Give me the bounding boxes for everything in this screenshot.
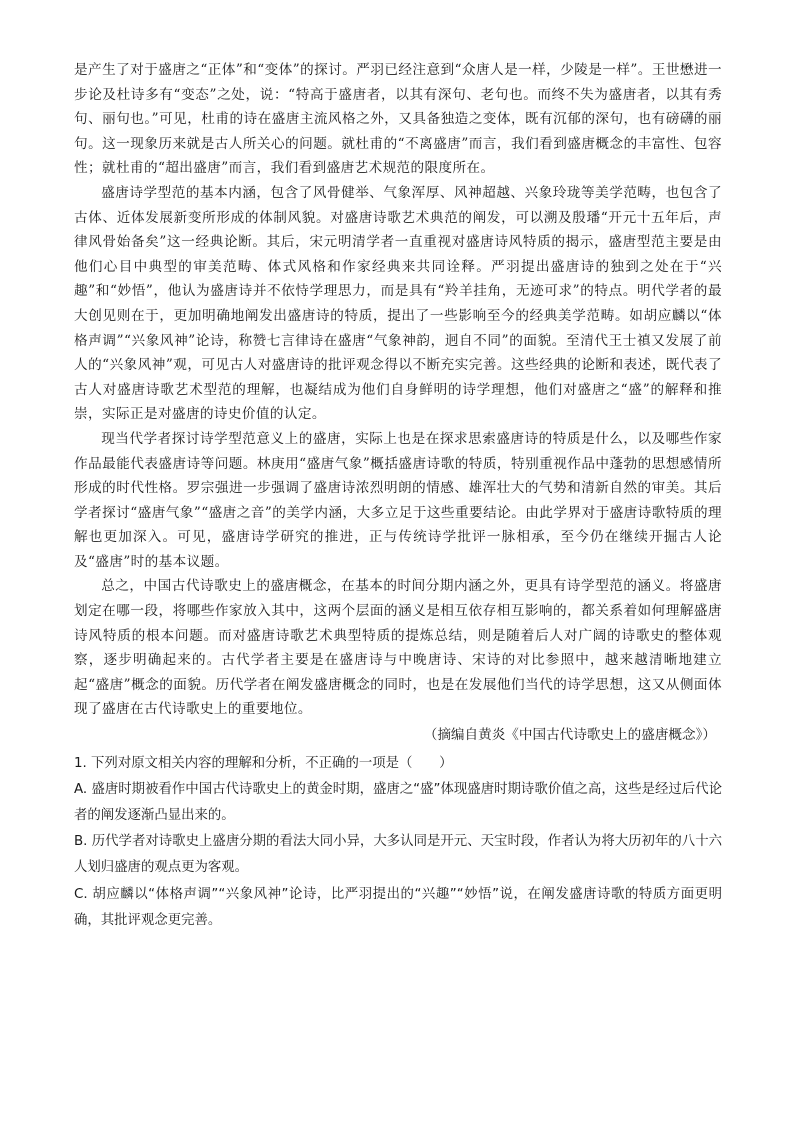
article-body — [74, 58, 722, 722]
article-paragraph: 总之，中国古代诗歌史上的盛唐概念，在基本的时间分期内涵之外，更具有诗学型范的涵义。将盛唐划定在哪一段，将哪些作家放入其中，这两个层面的涵义是相互依存相互影响的，都关系着如何理解盛唐诗风特质的根本问题。而对盛唐诗歌艺术典型特质的提炼总结，则是随着后人对广阔的诗歌史的整体观察，逐步明确起来的。古代学者主要是在盛唐诗与中晚唐诗、宋诗的对比参照中，越来越清晰地建立起“盛唐”概念的面貌。历代学者在阐发盛唐概念的同时，也是在发展他们当代的诗学思想，这又从侧面体现了盛唐在古代诗歌史上的重要地位。 — [74, 578, 722, 718]
document-page — [74, 58, 722, 934]
question-option-c: C. 胡应麟以“体格声调”“兴象风神”论诗，比严羽提出的“兴趣”“妙悟”说，在阐发盛唐诗歌的特质方面更明确，其批评观念更完善。 — [74, 886, 722, 928]
question-option-b: B. 历代学者对诗歌史上盛唐分期的看法大同小异，大多认同是开元、天宝时段，作者认为将大历初年的八十六人划归盛唐的观点更为客观。 — [74, 834, 722, 876]
article-paragraph: 是产生了对于盛唐之“正体”和“变体”的探讨。严羽已经注意到“众唐人是一样，少陵是一样”。王世懋进一步论及杜诗多有“变态”之处，说：“特高于盛唐者，以其有深句、老句也。而终不失为盛唐者，以其有秀句、丽句也。”可见，杜甫的诗在盛唐主流风格之外，又具备独造之变体，既有沉郁的深句，也有磅礴的丽句。这一现象历来就是古人所关心的问题。就杜甫的“不离盛唐”而言，我们看到盛唐概念的丰富性、包容性；就杜甫的“超出盛唐”而言，我们看到盛唐艺术规范的限度所在。 — [74, 62, 722, 177]
article-paragraph: 现当代学者探讨诗学型范意义上的盛唐，实际上也是在探求思索盛唐诗的特质是什么，以及哪些作家作品最能代表盛唐诗等问题。林庚用“盛唐气象”概括盛唐诗歌的特质，特别重视作品中蓬勃的思想感情所形成的时代性格。罗宗强进一步强调了盛唐诗浓烈明朗的情感、雄浑壮大的气势和清新自然的审美。其后学者探讨“盛唐气象”“盛唐之音”的美学内涵，大多立足于这些重要结论。由此学界对于盛唐诗歌特质的理解也更加深入。可见，盛唐诗学研究的推进，正与传统诗学批评一脉相承，至今仍在继续开掘古人论及“盛唐”时的基本议题。 — [74, 430, 722, 570]
question-stem: 1. 下列对原文相关内容的理解和分析，不正确的一项是（ ） — [74, 755, 453, 771]
article-source: （摘编自黄炎《中国古代诗歌史上的盛唐概念》） — [423, 727, 716, 744]
article-paragraph: 盛唐诗学型范的基本内涵，包含了风骨健举、气象浑厚、风神超越、兴象玲珑等美学范畴，也包含了古体、近体发展新变所形成的体制风貌。对盛唐诗歌艺术典范的阐发，可以溯及殷璠“开元十五年后，声律风骨始备矣”这一经典论断。其后，宋元明清学者一直重视对盛唐诗风特质的揭示，盛唐型范主要是由他们心目中典型的审美范畴、体式风格和作家经典来共同诠释。严羽提出盛唐诗的独到之处在于“兴趣”和“妙悟”，他认为盛唐诗并不依恃学理思力，而是具有“羚羊挂角，无迹可求”的特点。明代学者的最大创见则在于，更加明确地阐发出盛唐诗的特质，提出了一些影响至今的经典美学范畴。如胡应麟以“体格声调”“兴象风神”论诗，称赞七言律诗在盛唐“气象神韵，迥自不同”的面貌。至清代王士禛又发展了前人的“兴象风神”观，可见古人对盛唐诗的批评观念得以不断充实完善。这些经典的论断和表述，既代表了古人对盛唐诗歌艺术型范的理解，也凝结成为他们自身鲜明的诗学理想，他们对盛唐之“盛”的解释和推崇，实际正是对盛唐的诗史价值的认定。 — [74, 184, 722, 423]
question-option-a: A. 盛唐时期被看作中国古代诗歌史上的黄金时期，盛唐之“盛”体现盛唐时期诗歌价值之高，这些是经过后代论者的阐发逐渐凸显出来的。 — [74, 781, 722, 824]
question-block — [74, 751, 722, 934]
